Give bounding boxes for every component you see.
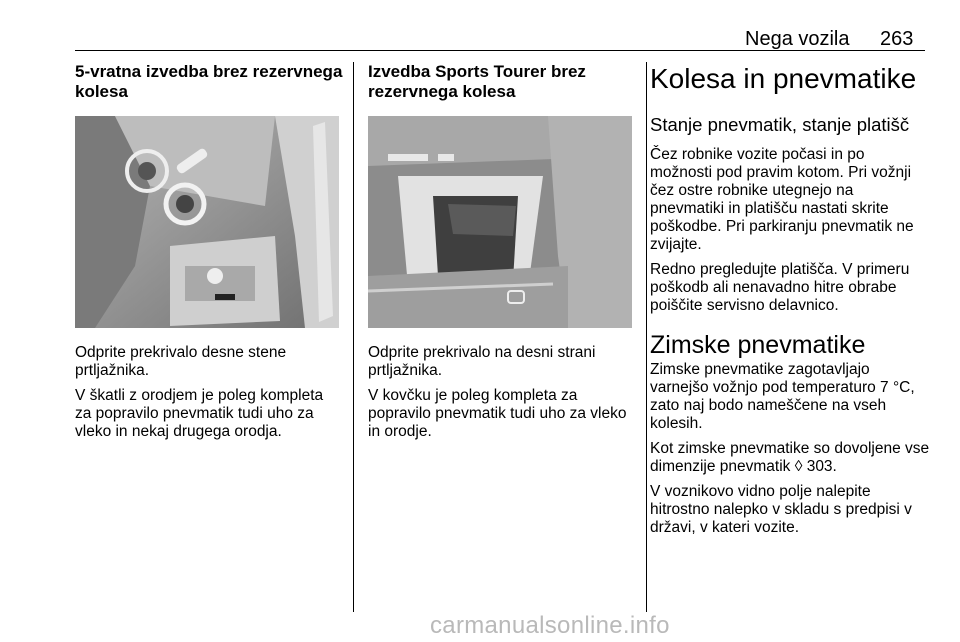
- paragraph-tire-condition-1: Čez robnike vozite počasi in po možnosti pod pravim kotom. Pri vožnji čez ostre robnike utegnejo na pnevmatiki in platišču nastati skrite poškodbe. Pri parkiranju pnevmatik ne zvijajte.: [650, 146, 914, 253]
- header-rule: [75, 50, 925, 51]
- paragraph-sports-tourer-2: V kovčku je poleg kompleta za popravilo pnevmatik tudi uho za vleko in orodje.: [368, 387, 627, 440]
- page-number: 263: [880, 28, 914, 50]
- column-sports-tourer: [368, 62, 636, 448]
- section-heading-tire-condition: Stanje pnevmatik, stanje platišč: [650, 114, 910, 135]
- section-heading-winter-tires: Zimske pnevmatike: [650, 331, 866, 359]
- section-heading-5-door: 5-vratna izvedba brez rezervnega kolesa: [75, 62, 343, 101]
- paragraph-winter-tires-2: Kot zimske pnevmatike so dovoljene vse dimenzije pnevmatik ◊ 303.: [650, 440, 930, 475]
- paragraph-tire-condition-2: Redno pregledujte platišča. V primeru poškodb ali nenavadno hitre obrabe poiščite servisno delavnico.: [650, 261, 910, 314]
- column-wheels-tires: [650, 62, 930, 544]
- paragraph-5-door-2: V škatli z orodjem je poleg kompleta za popravilo pnevmatik tudi uho za vleko in nekaj drugega orodja.: [75, 387, 324, 440]
- paragraph-sports-tourer-1: Odprite prekrivalo na desni strani prtljažnika.: [368, 344, 596, 379]
- section-heading-sports-tourer: Izvedba Sports Tourer brez rezervnega kolesa: [368, 62, 586, 101]
- figure-toolbox-5-door: [75, 116, 339, 328]
- column-divider-1: [353, 62, 354, 612]
- paragraph-winter-tires-3: V voznikovo vidno polje nalepite hitrostno nalepko v skladu s predpisi v državi, v kateri vozite.: [650, 483, 912, 536]
- paragraph-5-door-1: Odprite prekrivalo desne stene prtljažnika.: [75, 344, 287, 379]
- paragraph-winter-tires-1: Zimske pnevmatike zagotavljajo varnejšo vožnjo pod temperaturo 7 °C, zato naj bodo nameščene na vseh kolesih.: [650, 361, 915, 432]
- watermark-text: carmanualsonline.info: [430, 612, 670, 639]
- chapter-title: Kolesa in pnevmatike: [650, 63, 917, 94]
- figure-case-sports-tourer: [368, 116, 632, 328]
- page-header-title: Nega vozila: [745, 28, 850, 50]
- column-5-door: [75, 62, 343, 448]
- column-divider-2: [646, 62, 647, 612]
